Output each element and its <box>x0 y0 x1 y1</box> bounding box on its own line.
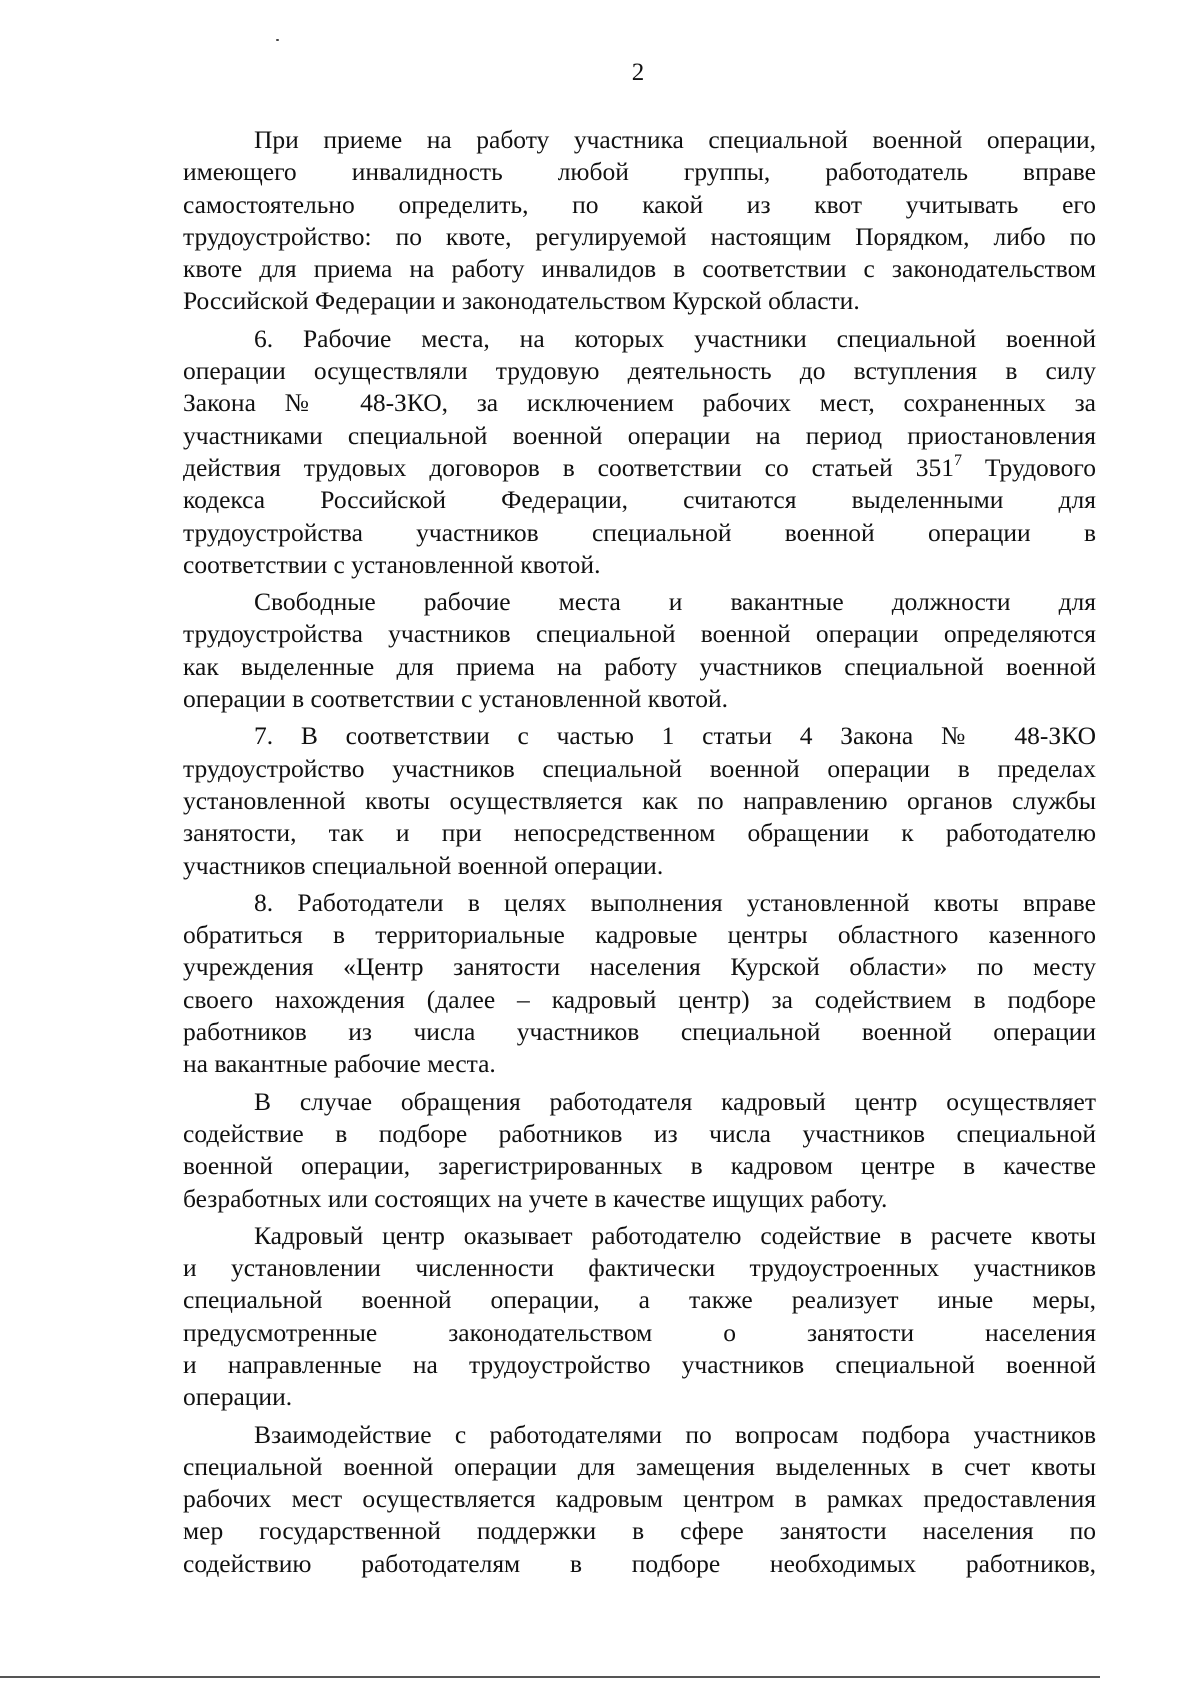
page-bottom-edge <box>0 1676 1100 1678</box>
text-line-content: содействие в подборе работников из числа участников специальной <box>183 1118 1096 1148</box>
text-line <box>183 951 1096 983</box>
text-line-content: операции. <box>183 1382 293 1412</box>
text-line <box>183 387 1096 419</box>
text-line-content: В случае обращения работодателя кадровый центр осуществляет <box>254 1086 1096 1116</box>
text-line-content: трудоустройство: по квоте, регулируемой настоящим Порядком, либо по <box>183 221 1096 251</box>
text-line <box>183 683 1096 715</box>
text-line <box>183 355 1096 387</box>
text-line <box>183 1016 1096 1048</box>
text-line-content: 7. В соответствии с частью 1 статьи 4 Закона № 48-ЗКО <box>254 721 1096 751</box>
text-line-content: трудоустройство участников специальной военной операции в пределах <box>183 753 1096 783</box>
text-line-content: 8. Работодатели в целях выполнения установленной квоты вправе <box>254 887 1096 917</box>
text-line <box>183 189 1096 221</box>
text-line-content: специальной военной операции для замещения выделенных в счет квоты <box>183 1451 1096 1481</box>
text-line-content: обратиться в территориальные кадровые центры областного казенного <box>183 920 1096 950</box>
text-line <box>183 1515 1096 1547</box>
text-line-tail: Трудового <box>962 452 1096 482</box>
text-line <box>183 1284 1096 1316</box>
text-line <box>183 1150 1096 1182</box>
text-line-content: Кадровый центр оказывает работодателю содействие в расчете квоты <box>254 1220 1096 1250</box>
text-line <box>183 1381 1096 1413</box>
text-line <box>183 1086 1096 1118</box>
text-line <box>183 1118 1096 1150</box>
text-line <box>183 720 1096 752</box>
superscript: 7 <box>954 451 962 469</box>
text-line <box>183 1220 1096 1252</box>
text-line <box>183 586 1096 618</box>
text-line <box>183 1419 1096 1451</box>
text-line-content: квоте для приема на работу инвалидов в соответствии с законодательством <box>183 254 1096 284</box>
text-line-content: безработных или состоящих на учете в качестве ищущих работу. <box>183 1183 888 1213</box>
text-line <box>183 517 1096 549</box>
text-line-content: и направленные на трудоустройство участников специальной военной <box>183 1349 1096 1379</box>
text-line <box>183 285 1096 317</box>
text-line-content: военной операции, зарегистрированных в кадровом центре в качестве <box>183 1151 1096 1181</box>
text-line <box>183 753 1096 785</box>
text-line-content: специальной военной операции, а также реализует иные меры, <box>183 1285 1096 1315</box>
text-line <box>183 887 1096 919</box>
text-line-content: операции в соответствии с установленной квотой. <box>183 684 728 714</box>
text-line-content: операции осуществляли трудовую деятельность до вступления в силу <box>183 356 1096 386</box>
text-line-content: При приеме на работу участника специальной военной операции, <box>254 125 1096 154</box>
text-line-content: трудоустройства участников специальной военной операции в <box>183 517 1096 547</box>
text-line-content: рабочих мест осуществляется кадровым центром в рамках предоставления <box>183 1484 1096 1514</box>
text-line-content: участниками специальной военной операции на период приостановления <box>183 420 1096 450</box>
text-line-content: Закона № 48-ЗКО, за исключением рабочих мест, сохраненных за <box>183 388 1096 418</box>
text-line <box>183 1548 1096 1580</box>
text-line-content: кодекса Российской Федерации, считаются выделенными для <box>183 485 1096 515</box>
text-line <box>183 221 1096 253</box>
text-line-content: самостоятельно определить, по какой из квот учитывать его <box>183 189 1096 219</box>
page-number: 2 <box>631 59 645 86</box>
text-line <box>183 919 1096 951</box>
text-line-content: установленной квоты осуществляется как по направлению органов службы <box>183 785 1096 815</box>
text-line-content: как выделенные для приема на работу участников специальной военной <box>183 651 1096 681</box>
text-line-content: 6. Рабочие места, на которых участники специальной военной <box>254 323 1096 353</box>
scan-speck <box>276 39 279 41</box>
text-line-content: трудоустройства участников специальной военной операции определяются <box>183 619 1096 649</box>
text-line-content: на вакантные рабочие места. <box>183 1049 496 1079</box>
text-line-content: соответствии с установленной квотой. <box>183 549 601 579</box>
text-line-content: и установлении численности фактически трудоустроенных участников <box>183 1253 1096 1283</box>
text-line-content: своего нахождения (далее – кадровый центр) за содействием в подборе <box>183 984 1096 1014</box>
text-line <box>183 1349 1096 1381</box>
text-line <box>183 420 1096 452</box>
text-line <box>183 785 1096 817</box>
text-line-content: имеющего инвалидность любой группы, работодатель вправе <box>183 157 1096 187</box>
text-line <box>183 984 1096 1016</box>
text-line <box>183 484 1096 516</box>
text-line-content: Российской Федерации и законодательством Курской области. <box>183 286 860 316</box>
text-line-content: мер государственной поддержки в сфере занятости населения по <box>183 1516 1096 1546</box>
document-body <box>183 124 1096 1580</box>
text-line <box>183 1183 1096 1215</box>
text-line-content: работников из числа участников специальной военной операции <box>183 1017 1096 1047</box>
text-line-content: занятости, так и при непосредственном обращении к работодателю <box>183 818 1096 848</box>
text-line-content: учреждения «Центр занятости населения Курской области» по месту <box>183 952 1096 982</box>
text-line <box>183 253 1096 285</box>
text-line <box>183 1317 1096 1349</box>
text-line <box>183 156 1096 188</box>
text-line <box>183 618 1096 650</box>
text-line <box>183 1252 1096 1284</box>
text-line <box>183 1483 1096 1515</box>
text-line <box>183 452 1096 484</box>
text-line <box>183 651 1096 683</box>
text-line <box>183 124 1096 156</box>
text-line <box>183 549 1096 581</box>
text-line-content: содействию работодателям в подборе необходимых работников, <box>183 1548 1096 1578</box>
text-line-content: Взаимодействие с работодателями по вопросам подбора участников <box>254 1419 1096 1449</box>
text-line-content: участников специальной военной операции. <box>183 850 664 880</box>
text-line <box>183 817 1096 849</box>
text-line <box>183 1048 1096 1080</box>
text-line-content: предусмотренные законодательством о занятости населения <box>183 1317 1096 1347</box>
text-line <box>183 1451 1096 1483</box>
text-line <box>183 850 1096 882</box>
text-line-content: действия трудовых договоров в соответствии со статьей 351 <box>183 452 954 482</box>
text-line-content: Свободные рабочие места и вакантные должности для <box>254 587 1096 617</box>
text-line <box>183 323 1096 355</box>
